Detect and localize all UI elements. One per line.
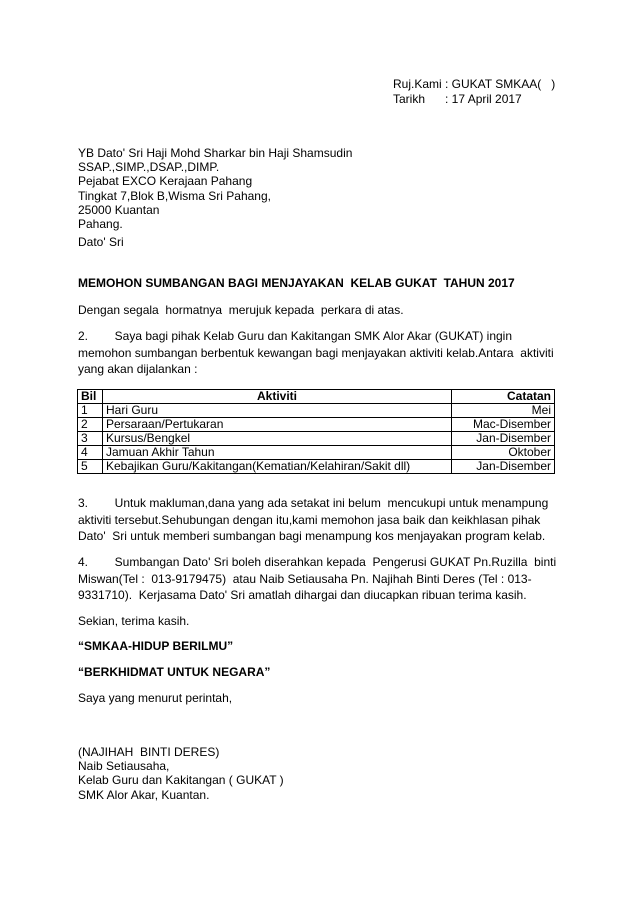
ruj-value: : GUKAT SMKAA( ) [445,77,556,91]
cell-catatan: Jan-Disember [452,460,555,474]
header-catatan: Catatan [452,390,555,404]
address-line: Tingkat 7,Blok B,Wisma Sri Pahang, [78,188,271,203]
header-aktiviti: Aktiviti [103,390,452,404]
header-bil: Bil [78,390,103,404]
table-row [78,432,555,446]
cell-bil: 2 [78,418,103,432]
paragraph-4: 4. Sumbangan Dato' Sri boleh diserahkan kepada Pengerusi GUKAT Pn.Ruzilla binti Miswan(Tel : 013-9179475) atau Naib Setiausaha Pn. Najihah Binti Deres (Tel : 013-9331710). Kerjasama Dato' Sri amatlah dihargai dan diucapkan ribuan terima kasih. [78,555,560,602]
cell-bil: 5 [78,460,103,474]
cell-catatan: Oktober [452,446,555,460]
signatory-line: Naib Setiausaha, [78,759,170,774]
address-line: Pahang. [78,217,123,232]
table-row [78,446,555,460]
signoff-line: Saya yang menurut perintah, [78,691,233,705]
cell-aktiviti: Kursus/Bengkel [103,432,452,446]
cell-catatan: Mac-Disember [452,418,555,432]
activities-table [77,389,555,474]
cell-bil: 1 [78,404,103,418]
cell-aktiviti: Kebajikan Guru/Kakitangan(Kematian/Kelahiran/Sakit dll) [103,460,452,474]
paragraph-3: 3. Untuk makluman,dana yang ada setakat ini belum mencukupi untuk menampung aktiviti tersebut.Sehubungan dengan itu,kami memohon jasa baik dan keikhlasan pihak Dato' Sri untuk memberi sumbangan bagi menampung kos menjayakan program kelab. [78,496,552,543]
address-line: YB Dato' Sri Haji Mohd Sharkar bin Haji Shamsudin [78,146,353,160]
table-row [78,404,555,418]
tarikh-value: : 17 April 2017 [445,92,522,106]
cell-bil: 4 [78,446,103,460]
tarikh-label: Tarikh [393,92,426,106]
table-row [78,460,555,474]
reference-block [393,77,555,107]
cell-bil: 3 [78,432,103,446]
cell-catatan: Jan-Disember [452,432,555,446]
opening-line: Dengan segala hormatnya merujuk kepada perkara di atas. [78,303,404,317]
cell-aktiviti: Jamuan Akhir Tahun [103,446,452,460]
ruj-row [393,77,555,92]
address-line: Pejabat EXCO Kerajaan Pahang [78,174,253,189]
paragraph-2: 2. Saya bagi pihak Kelab Guru dan Kakitangan SMK Alor Akar (GUKAT) ingin memohon sumbangan berbentuk kewangan bagi menjayakan aktiviti kelab.Antara aktiviti yang akan dijalankan : [78,329,557,376]
signatory-block [78,745,284,802]
signatory-line: SMK Alor Akar, Kuantan. [78,787,210,802]
cell-catatan: Mei [452,404,555,418]
table-row [78,418,555,432]
address-line: SSAP.,SIMP.,DSAP.,DIMP. [78,160,220,175]
signatory-line: (NAJIHAH BINTI DERES) [78,745,220,759]
recipient-address [78,146,352,231]
motto-2: “BERKHIDMAT UNTUK NEGARA” [78,665,271,679]
ruj-label: Ruj.Kami [393,77,442,91]
cell-aktiviti: Hari Guru [103,404,452,418]
cell-aktiviti: Persaraan/Pertukaran [103,418,452,432]
salutation: Dato' Sri [78,235,124,249]
table-header-row [78,390,555,404]
address-line: 25000 Kuantan [78,202,160,217]
tarikh-row [393,92,555,107]
subject-heading: MEMOHON SUMBANGAN BAGI MENJAYAKAN KELAB GUKAT TAHUN 2017 [78,276,515,290]
motto-1: “SMKAA-HIDUP BERILMU” [78,639,234,653]
closing-line: Sekian, terima kasih. [78,614,190,628]
signatory-line: Kelab Guru dan Kakitangan ( GUKAT ) [78,773,284,788]
